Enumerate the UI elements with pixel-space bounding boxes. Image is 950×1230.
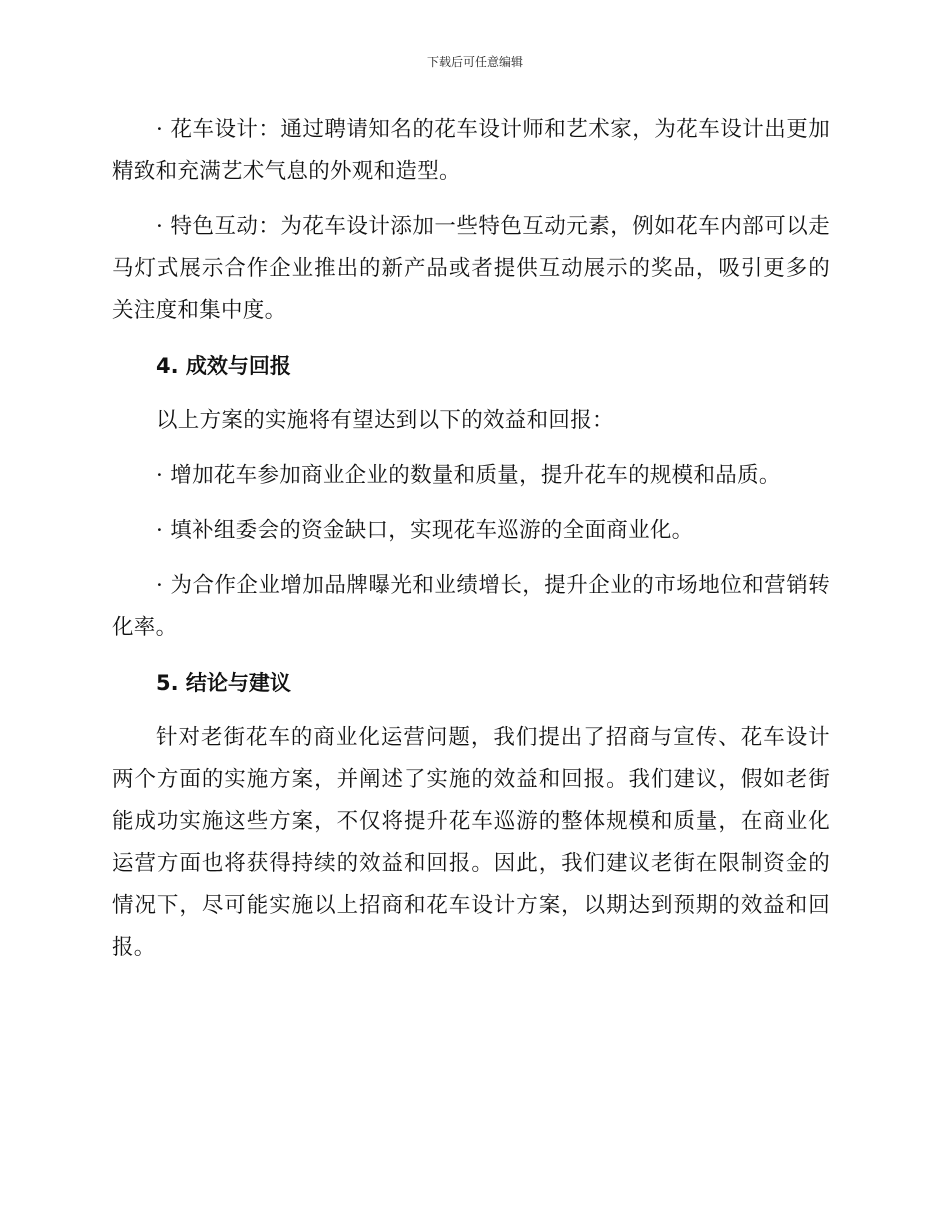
conclusion-paragraph: 针对老街花车的商业化运营问题，我们提出了招商与宣传、花车设计两个方面的实施方案，并阐述了实施的效益和回报。我们建议，假如老街能成功实施这些方案，不仅将提升花车巡游的整体规模和质量，在商业化运营方面也将获得持续的效益和回报。因此，我们建议老街在限制资金的情况下，尽可能实施以上招商和花车设计方案，以期达到预期的效益和回报。: [112, 725, 830, 960]
bullet-special-interaction: · 特色互动：为花车设计添加一些特色互动元素，例如花车内部可以走马灯式展示合作企业推出的新产品或者提供互动展示的奖品，吸引更多的关注度和集中度。: [112, 214, 830, 323]
page-header: 下载后可任意编辑: [426, 55, 523, 69]
results-intro: 以上方案的实施将有望达到以下的效益和回报：: [156, 408, 614, 433]
section-heading-conclusion: 5. 结论与建议: [156, 671, 291, 695]
bullet-brand-exposure: · 为合作企业增加品牌曝光和业绩增长，提升企业的市场地位和营销转化率。: [112, 573, 830, 640]
document-body: [112, 109, 830, 982]
bullet-float-design: · 花车设计：通过聘请知名的花车设计师和艺术家，为花车设计出更加精致和充满艺术气息的外观和造型。: [112, 117, 830, 184]
bullet-increase-participation: · 增加花车参加商业企业的数量和质量，提升花车的规模和品质。: [156, 463, 781, 488]
bullet-fill-funding-gap: · 填补组委会的资金缺口，实现花车巡游的全面商业化。: [156, 518, 694, 543]
section-heading-results: 4. 成效与回报: [156, 354, 291, 378]
